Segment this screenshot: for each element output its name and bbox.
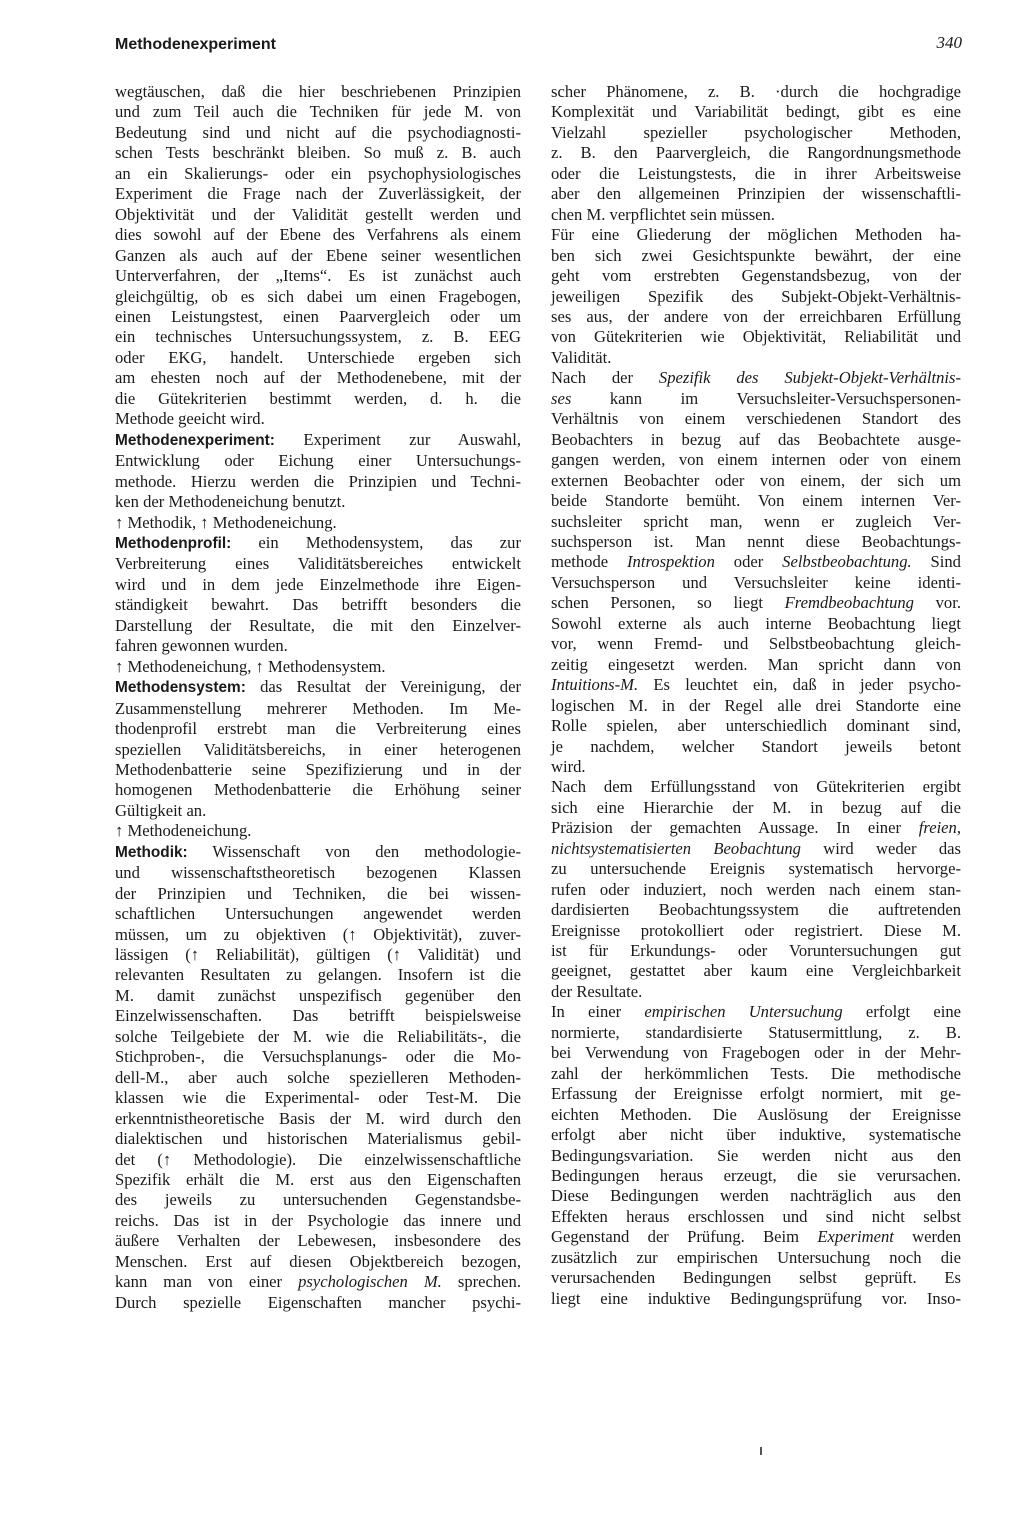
text-line: jeweiligen Spezifik des Subjekt-Objekt-Verhältnis- — [551, 286, 961, 306]
text-line: dialektischen und historischen Materialismus gebil- — [115, 1129, 521, 1149]
text-line: Bedingungen heraus erzeugt, die sie verursachen. — [551, 1166, 961, 1186]
text-line: oder EKG, handelt. Unterschiede ergeben sich — [115, 347, 521, 367]
text-line: ständigkeit bewahrt. Das betrifft besonders die — [115, 595, 521, 615]
text-line: Stichproben-, die Versuchsplanungs- oder die Mo- — [115, 1047, 521, 1067]
text-line: scher Phänomene, z. B. ·durch die hochgradige — [551, 82, 961, 101]
text-line: ein technisches Untersuchungssystem, z. B. EEG — [115, 327, 521, 347]
text-line: dies sowohl auf der Ebene des Verfahrens als einem — [115, 225, 521, 245]
text-line: Bedingungsvariation. Sie werden nicht aus den — [551, 1145, 961, 1165]
text-line: gangen werden, von einem internen oder von einem — [551, 450, 961, 470]
text-line: thodenprofil erstrebt man die Verbreiterung eines — [115, 719, 521, 739]
text-line: Zusammenstellung mehrerer Methoden. Im Me- — [115, 698, 521, 718]
text-line: geeignet, gestattet aber kaum eine Vergleichbarkeit — [551, 961, 961, 981]
text-line: zusätzlich zur empirischen Untersuchung noch die — [551, 1247, 961, 1267]
text-line: Experiment die Frage nach der Zuverlässigkeit, der — [115, 184, 521, 204]
text-line: z. B. den Paarvergleich, die Rangordnungsmethode — [551, 143, 961, 163]
text-line: einen Leistungstest, einen Paarvergleich oder um — [115, 306, 521, 326]
text-line: chen M. verpflichtet sein müssen. — [551, 204, 775, 224]
text-line: zu untersuchende Ereignis systematisch hervorge- — [551, 859, 961, 879]
text-line: die Gütekriterien bestimmt werden, d. h. die — [115, 388, 521, 408]
cross-reference: ↑ Methodik, ↑ Methodeneichung. — [115, 512, 337, 532]
text-line: der Prinzipien und Techniken, die bei wissen- — [115, 883, 521, 903]
text-line: Diese Bedingungen werden nachträglich aus den — [551, 1186, 961, 1206]
text-line: Vielzahl spezieller psychologischer Methoden, — [551, 122, 961, 142]
text-line: Methode geeicht wird. — [115, 409, 265, 429]
text-line: Gültigkeit an. — [115, 800, 207, 820]
text-line: Verbreiterung eines Validitätsbereiches entwickelt — [115, 554, 521, 574]
text-line: reichs. Das ist in der Psychologie das innere und — [115, 1210, 521, 1230]
text-line: am ehesten noch auf der Methodenebene, mit der — [115, 368, 521, 388]
page-number: 340 — [936, 33, 962, 52]
text-line: sich eine Hierarchie der M. in bezug auf die — [551, 797, 961, 817]
text-line: Objektivität und der Validität gestellt werden und — [115, 204, 521, 224]
text-line: eichten Methoden. Die Auslösung der Ereignisse — [551, 1104, 961, 1124]
entry-term: Methodenprofil: — [115, 534, 232, 552]
text-line: Einzelwissenschaften. Das betrifft beispielsweise — [115, 1006, 521, 1026]
text-line: oder die Leistungstests, die in ihrer Arbeitsweise — [551, 163, 961, 183]
paragraph-empirische-untersuchung: In einer empirischen Untersuchung erfolgt eine normierte, standardisierte Statusermittlung, z. B. bei Verwendung von Fragebogen oder in der Mehr- zahl der herkömmlichen Tests. Die methodische Erfassung der Ereignisse erfolgt normiert, mit ge- eichten Methoden. Die Auslösung der Ereignisse erfolgt aber nicht über induktive, systematische Bedingungsvariation. Sie werden nicht aus den Bedingungen heraus erzeugt, die sie verursachen. Diese Bedingungen werden nachträglich aus den Effekten heraus erschlossen und sind nicht selbst Gegenstand der Prüfung. Beim Experiment werden zusätzlich zur empirischen Untersuchung noch die verursachenden Bedingungen selbst geprüft. Es liegt eine induktive Bedingungsprüfung vor. Inso- — [551, 1002, 962, 1308]
text-line: methode. Hierzu werden die Prinzipien und Techni- — [115, 471, 521, 491]
text-line: geht vom erstrebten Gegenstandsbezug, von der — [551, 266, 961, 286]
text-line: müssen, um zu objektiven (↑ Objektivität), zuver- — [115, 924, 521, 944]
text-line: fahren gewonnen wurden. — [115, 636, 288, 656]
text-line: Rolle spielen, aber unterschiedlich dominant sind, — [551, 716, 961, 736]
text-line: und zum Teil auch die Techniken für jede M. von — [115, 102, 521, 122]
text-line: externen Beobachter oder von einem, der sich um — [551, 470, 961, 490]
paragraph-gliederung — [551, 225, 961, 368]
text-line: ses aus, der andere von der erreichbaren Erfüllung — [551, 306, 961, 326]
text-line: wegtäuschen, daß die hier beschriebenen Prinzipien — [115, 82, 521, 101]
text-line: dell-M., aber auch solche spezielleren Methoden- — [115, 1067, 521, 1087]
text-line: Für eine Gliederung der möglichen Methoden ha- — [551, 225, 961, 245]
entry-methodensystem: Methodensystem: das Resultat der Vereinigung, der Zusammenstellung mehrerer Methoden. Im Me- thodenprofil erstrebt man die Verbreiterung eines speziellen Validitätsbereichs, in einer heterogenen Methodenbatterie seine Spezifizierung und in der homogenen Methodenbatterie die Erhöhung seiner Gültigkeit an. ↑ Methodeneichung. — [115, 677, 521, 841]
text-line: Ereignisse protokolliert oder registriert. Diese M. — [551, 920, 961, 940]
text-line: Unterverfahren, der „Items“. Es ist zunächst auch — [115, 266, 521, 286]
text-line: Entwicklung oder Eichung einer Untersuchungs- — [115, 451, 521, 471]
text-line: Verhältnis von einem verschiedenen Standort des — [551, 409, 961, 429]
text-line: Ganzen als auch auf der Ebene seiner wesentlichen — [115, 245, 521, 265]
text-line: Menschen. Erst auf diesen Objektbereich bezogen, — [115, 1251, 521, 1271]
text-line: ben sich zwei Gesichtspunkte bewährt, der eine — [551, 245, 961, 265]
text-line: Beobachters in bezug auf das Beobachtete ausge- — [551, 429, 961, 449]
text-line: wird. — [551, 756, 586, 776]
running-header-title: Methodenexperiment — [115, 36, 276, 53]
text-line: zahl der herkömmlichen Tests. Die methodische — [551, 1063, 961, 1083]
left-column — [115, 82, 521, 1313]
text-line: beide Standorte bemüht. Von einem internen Ver- — [551, 491, 961, 511]
text-line: Erfassung der Ereignisse erfolgt normiert, mit ge- — [551, 1084, 961, 1104]
text-line: M. damit zunächst unspezifisch gegenüber den — [115, 985, 521, 1005]
paragraph-guetekriterien: Nach dem Erfüllungsstand von Gütekriterien ergibt sich eine Hierarchie der M. in bezug auf die Präzision der gemachten Aussage. In einer freien, nichtsystematisierten Beobachtung wird weder das zu untersuchende Ereignis systematisch hervorge- rufen oder induziert, noch werden nach einem stan- dardisierten Beobachtungssystem die auftretenden Ereignisse protokolliert oder registriert. Diese M. ist für Erkundungs- oder Voruntersuchungen gut geeignet, gestattet aber kaum eine Vergleichbarkeit der Resultate. — [551, 777, 961, 1001]
text-line: rufen oder induziert, noch werden nach einem stan- — [551, 879, 961, 899]
right-column — [551, 82, 961, 1309]
text-line: an ein Skalierungs- oder ein psychophysiologisches — [115, 163, 521, 183]
scan-mark — [760, 1447, 762, 1455]
text-line: und wissenschaftstheoretisch bezogenen Klassen — [115, 863, 521, 883]
text-line: schaftlichen Untersuchungen angewendet werden — [115, 904, 521, 924]
text-line: ken der Methodeneichung benutzt. — [115, 492, 346, 512]
text-line: von Gütekriterien wie Objektivität, Reliabilität und — [551, 327, 961, 347]
text-line: verursachenden Bedingungen selbst geprüft. Es — [551, 1268, 961, 1288]
text-line: des jeweils zu untersuchenden Gegenstandsbe- — [115, 1190, 521, 1210]
text-line: speziellen Validitätsbereichs, in einer heterogenen — [115, 739, 521, 759]
text-line: bei Verwendung von Fragebogen oder in der Mehr- — [551, 1043, 961, 1063]
cross-reference: ↑ Methodeneichung, ↑ Methodensystem. — [115, 656, 386, 676]
paragraph-subjekt-objekt: Nach der Spezifik des Subjekt-Objekt-Verhältnis- ses kann im Versuchsleiter-Versuchspersonen- Verhältnis von einem verschiedenen Standort des Beobachters in bezug auf das Beobachtete ausge- gangen werden, von einem internen oder von einem externen Beobachter oder von einem, der sich um beide Standorte bemüht. Von einem internen Ver- suchsleiter spricht man, wenn er zugleich Ver- suchsperson ist. Man nennt diese Beobachtungs- methode Introspektion oder Selbstbeobachtung. Sind Versuchsperson und Versuchsleiter keine identi- schen Personen, so liegt Fremdbeobachtung vor. Sowohl externe als auch interne Beobachtung liegt vor, wenn Fremd- und Selbstbeobachtung gleich- zeitig eingesetzt werden. Man spricht dann von Intuitions-M. Es leuchtet ein, daß in jeder psycho- logischen M. in der Regel alle drei Standorte eine Rolle spielen, aber unterschiedlich dominant sind, je nachdem, welcher Standort jeweils betont wird. — [551, 368, 961, 776]
text-line: erkenntnistheoretische Basis der M. wird durch den — [115, 1108, 521, 1128]
text-line: wird und in dem jede Einzelmethode ihre Eigen- — [115, 574, 521, 594]
text-line: Methodenbatterie seine Spezifizierung und in der — [115, 759, 521, 779]
text-line: Spezifik erhält die M. erst aus den Eigenschaften — [115, 1170, 521, 1190]
entry-term: Methodik: — [115, 843, 188, 861]
text-line: je nachdem, welcher Standort jeweils betont — [551, 736, 961, 756]
entry-methodenprofil: Methodenprofil: ein Methodensystem, das zur Verbreiterung eines Validitätsbereiches entwickelt wird und in dem jede Einzelmethode ihre Eigen- ständigkeit bewahrt. Das betrifft besonders die Darstellung der Resultate, die mit den Einzelver- fahren gewonnen wurden. ↑ Methodeneichung, ↑ Methodensystem. — [115, 532, 521, 676]
text-line: suchsleiter spricht man, wenn er zugleich Ver- — [551, 511, 961, 531]
text-line: liegt eine induktive Bedingungsprüfung vor. Inso- — [551, 1288, 961, 1308]
text-line: suchsperson ist. Man nennt diese Beobachtungs- — [551, 531, 961, 551]
text-line: det (↑ Methodologie). Die einzelwissenschaftliche — [115, 1149, 521, 1169]
text-line: der Resultate. — [551, 981, 643, 1001]
text-line: erfolgt aber nicht über induktive, systematische — [551, 1125, 961, 1145]
text-line: normierte, standardisierte Statusermittlung, z. B. — [551, 1022, 961, 1042]
text-line: lässigen (↑ Reliabilität), gültigen (↑ Validität) und — [115, 945, 521, 965]
text-line: relevanten Resultaten zu gelangen. Insofern ist die — [115, 965, 521, 985]
text-line: homogenen Methodenbatterie die Erhöhung seiner — [115, 780, 521, 800]
text-line: klassen wie die Experimental- oder Test-M. Die — [115, 1088, 521, 1108]
paragraph-continuation — [551, 82, 961, 225]
cross-reference: ↑ Methodeneichung. — [115, 821, 252, 841]
text-line: Sowohl externe als auch interne Beobachtung liegt — [551, 613, 961, 633]
paragraph-continuation — [115, 82, 521, 430]
text-line: Darstellung der Resultate, die mit den Einzelver- — [115, 615, 521, 635]
text-line: äußere Verhalten der Lebewesen, insbesondere des — [115, 1231, 521, 1251]
text-line: schen Tests beschränkt bleiben. So muß z. B. auch — [115, 143, 521, 163]
entry-methodik: Methodik: Wissenschaft von den methodologie- und wissenschaftstheoretisch bezogenen Klassen der Prinzipien und Techniken, die bei wissen- schaftlichen Untersuchungen angewendet werden müssen, um zu objektiven (↑ Objektivität), zuver- lässigen (↑ Reliabilität), gültigen (↑ Validität) und relevanten Resultaten zu gelangen. Insofern ist die M. damit zunächst unspezifisch gegenüber den Einzelwissenschaften. Das betrifft beispielsweise solche Teilgebiete der M. wie die Reliabilitäts-, die Stichproben-, die Versuchsplanungs- oder die Mo- dell-M., aber auch solche spezielleren Methoden- klassen wie die Experimental- oder Test-M. Die erkenntnistheoretische Basis der M. wird durch den dialektischen und historischen Materialismus gebil- det (↑ Methodologie). Die einzelwissenschaftliche Spezifik erhält die M. erst aus den Eigenschaften des jeweils zu untersuchenden Gegenstandsbe- reichs. Das ist in der Psychologie das innere und äußere Verhalten der Lebewesen, insbesondere des Menschen. Erst auf diesen Objektbereich bezogen, kann man von einer psychologischen M. sprechen. Durch spezielle Eigenschaften mancher psychi- — [115, 841, 521, 1312]
text-line: Komplexität und Variabilität bedingt, gibt es eine — [551, 102, 961, 122]
text-line: logischen M. in der Regel alle drei Standorte eine — [551, 695, 961, 715]
text-line: aber den allgemeinen Prinzipien der wissenschaftli- — [551, 184, 961, 204]
text-line: gleichgültig, ob es sich dabei um einen Fragebogen, — [115, 286, 521, 306]
text-line: ist für Erkundungs- oder Voruntersuchungen gut — [551, 941, 961, 961]
text-line: Effekten heraus erschlossen und sind nicht selbst — [551, 1206, 961, 1226]
text-line: Nach dem Erfüllungsstand von Gütekriterien ergibt — [551, 777, 961, 797]
text-line: solche Teilgebiete der M. wie die Reliabilitäts-, die — [115, 1026, 521, 1046]
entry-term: Methodenexperiment: — [115, 431, 275, 449]
text-line: vor, wenn Fremd- und Selbstbeobachtung gleich- — [551, 634, 961, 654]
text-line: Validität. — [551, 347, 612, 367]
entry-term: Methodensystem: — [115, 679, 246, 697]
text-line: Bedeutung sind und nicht auf die psychodiagnosti- — [115, 122, 521, 142]
text-line: zeitig eingesetzt werden. Man spricht dann von — [551, 654, 961, 674]
entry-methodenexperiment: Methodenexperiment: Experiment zur Auswahl, Entwicklung oder Eichung einer Untersuchungs- methode. Hierzu werden die Prinzipien und Techni- ken der Methodeneichung benutzt. ↑ Methodik, ↑ Methodeneichung. — [115, 429, 521, 532]
text-line: dardisierten Beobachtungssystem die auftretenden — [551, 900, 961, 920]
